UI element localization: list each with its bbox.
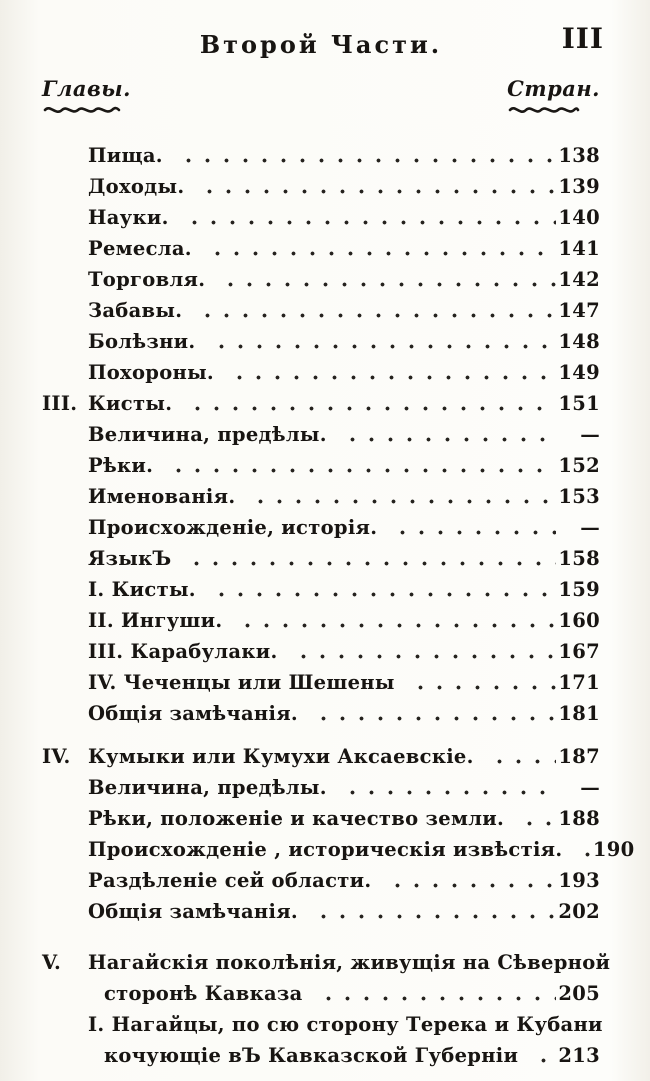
dot-leader (337, 772, 556, 803)
toc-entry (88, 481, 600, 512)
toc-page-number: 148 (558, 330, 600, 353)
toc-entry-label: Происхожденіе, исторія. (88, 516, 378, 539)
toc-entry (88, 326, 600, 357)
toc-page-number: 167 (558, 640, 600, 663)
toc-page-number: 213 (558, 1044, 600, 1067)
toc-roman-numeral (42, 202, 88, 233)
column-header-chapters (42, 76, 131, 117)
toc-entry-label: I. Нагайцы, по сю сторону Терека и Кубани (88, 1013, 603, 1036)
toc-entry (88, 543, 600, 574)
toc-entry (88, 140, 600, 171)
toc-row (42, 326, 600, 357)
dot-leader (387, 512, 556, 543)
toc-page-number: 140 (558, 206, 600, 229)
page-header (42, 22, 604, 68)
toc-entry-label: Кисты. (88, 392, 173, 415)
toc-entry (88, 865, 600, 896)
dot-leader (192, 295, 556, 326)
toc-roman-numeral: III. (42, 392, 78, 415)
toc-roman-numeral (42, 698, 88, 729)
toc-row (42, 636, 600, 667)
page-title: Второй Части. (199, 30, 443, 59)
toc-entry (88, 947, 611, 1009)
toc-entry-label: Именованія. (88, 485, 236, 508)
dot-leader (182, 388, 556, 419)
toc-page-number: — (580, 516, 600, 539)
toc-roman-numeral (42, 481, 88, 512)
toc-page-number: 149 (558, 361, 600, 384)
dot-leader (206, 574, 556, 605)
toc-roman-numeral (42, 772, 88, 803)
toc-roman-numeral (42, 357, 88, 388)
toc-entry-label: Рѣки, положеніе и качество земли. (88, 807, 505, 830)
toc-entry-continuation (88, 1040, 600, 1071)
toc-page-number: 205 (558, 982, 600, 1005)
toc-page-number: 171 (558, 671, 600, 694)
toc-entry (88, 233, 600, 264)
toc-row (42, 698, 600, 729)
folio-page-number: III (561, 22, 604, 55)
toc-entry (88, 171, 600, 202)
dot-leader (232, 605, 556, 636)
flourish-underline-icon (42, 103, 122, 117)
dot-leader (179, 202, 556, 233)
toc-row (42, 543, 600, 574)
dot-leader (528, 1040, 556, 1071)
toc-entry (88, 419, 600, 450)
dot-leader (308, 896, 556, 927)
toc-entry (88, 512, 600, 543)
toc-page-number: 141 (558, 237, 600, 260)
toc-roman-numeral (42, 865, 88, 896)
toc-roman-numeral (42, 450, 88, 481)
toc-entry (88, 450, 600, 481)
toc-roman-numeral (42, 295, 88, 326)
dot-leader (382, 865, 556, 896)
toc-entry-label: II. Ингуши. (88, 609, 223, 632)
dot-leader (202, 233, 556, 264)
toc-roman-numeral (42, 574, 88, 605)
toc-roman-numeral (42, 834, 88, 865)
toc-row (42, 512, 600, 543)
toc-entry-label: Общія замѣчанія. (88, 900, 299, 923)
column-header-pages (507, 76, 600, 117)
toc-entry-label: Происхожденіе , историческія извѣстія. (88, 838, 563, 861)
toc-row (42, 605, 600, 636)
toc-entry (88, 834, 635, 865)
toc-row (42, 233, 600, 264)
toc-row (42, 834, 635, 865)
toc-roman-numeral (42, 636, 88, 667)
dot-leader (308, 698, 556, 729)
toc-row (42, 1009, 603, 1071)
toc-roman-numeral: IV. (42, 745, 71, 768)
toc-row (42, 574, 600, 605)
dot-leader (206, 326, 557, 357)
toc-entry (88, 357, 600, 388)
toc-page-number: 202 (558, 900, 600, 923)
toc-entry (88, 698, 600, 729)
chapters-column-label: Главы. (42, 76, 131, 101)
dot-leader (163, 450, 556, 481)
toc-roman-numeral (42, 605, 88, 636)
toc-entry-label: ЯзыкЪ (88, 547, 172, 570)
toc-roman-numeral (42, 171, 88, 202)
toc-entry-label: IV. Чеченцы или Шешены (88, 671, 395, 694)
toc-roman-numeral (42, 896, 88, 927)
toc-entry (88, 202, 600, 233)
toc-row (42, 202, 600, 233)
toc-row (42, 667, 600, 698)
toc-page-number: 159 (558, 578, 600, 601)
table-of-contents (42, 140, 635, 1071)
toc-roman-numeral (42, 512, 88, 543)
toc-roman-numeral: V. (42, 951, 62, 974)
toc-row (42, 140, 600, 171)
toc-entry-label: Величина, предѣлы. (88, 423, 327, 446)
toc-entry (88, 636, 600, 667)
toc-entry-label: I. Кисты. (88, 578, 196, 601)
toc-row (42, 450, 600, 481)
toc-page-number: 181 (558, 702, 600, 725)
dot-leader (245, 481, 556, 512)
toc-entry-label: Забавы. (88, 299, 183, 322)
dot-leader (194, 171, 556, 202)
dot-leader (313, 978, 556, 1009)
toc-row (42, 388, 600, 419)
dot-leader (181, 543, 556, 574)
dot-leader (484, 741, 556, 772)
toc-row (42, 896, 600, 927)
toc-page-number: — (580, 423, 600, 446)
toc-row (42, 295, 600, 326)
toc-page-number: 138 (558, 144, 600, 167)
toc-row (42, 264, 600, 295)
toc-entry (88, 1009, 603, 1071)
toc-entry-label: сторонѣ Кавказа (104, 982, 303, 1005)
toc-roman-numeral (42, 264, 88, 295)
toc-row (42, 419, 600, 450)
toc-entry-label: Торговля. (88, 268, 206, 291)
toc-entry (88, 295, 600, 326)
toc-page-number: 158 (558, 547, 600, 570)
toc-roman-numeral (42, 543, 88, 574)
toc-roman-numeral (42, 326, 88, 357)
dot-leader (224, 357, 556, 388)
toc-page-number: 153 (558, 485, 600, 508)
toc-row (42, 741, 600, 772)
toc-page-number: 139 (558, 175, 600, 198)
toc-entry-label: Величина, предѣлы. (88, 776, 327, 799)
toc-entry-label: Похороны. (88, 361, 215, 384)
toc-row (42, 947, 611, 1009)
toc-entry-label: Ремесла. (88, 237, 192, 260)
toc-entry-continuation (88, 978, 600, 1009)
dot-leader (288, 636, 556, 667)
toc-entry (88, 896, 600, 927)
dot-leader (337, 419, 556, 450)
dot-leader (405, 667, 556, 698)
toc-row (42, 481, 600, 512)
toc-roman-numeral (42, 1009, 88, 1071)
toc-roman-numeral (42, 803, 88, 834)
toc-page-number: 188 (558, 807, 600, 830)
toc-row (42, 803, 600, 834)
toc-entry (88, 772, 600, 803)
toc-entry-label: Доходы. (88, 175, 185, 198)
toc-page-number: 193 (558, 869, 600, 892)
dot-leader (514, 803, 556, 834)
toc-page-number: 190 (592, 838, 635, 861)
toc-row (42, 865, 600, 896)
toc-page-number: — (580, 776, 600, 799)
toc-entry-label: III. Карабулаки. (88, 640, 278, 663)
toc-roman-numeral (42, 419, 88, 450)
column-headers (42, 76, 600, 130)
toc-page-number: 152 (558, 454, 600, 477)
toc-entry-label: Раздѣленіе сей области. (88, 869, 372, 892)
toc-entry (88, 264, 600, 295)
toc-roman-numeral (42, 233, 88, 264)
toc-entry-label: Нагайскія поколѣнія, живущія на Сѣверной (88, 951, 611, 974)
toc-entry (88, 741, 600, 772)
flourish-underline-icon (507, 103, 581, 117)
toc-page-number: 151 (558, 392, 600, 415)
toc-entry (88, 605, 600, 636)
toc-row (42, 772, 600, 803)
toc-page-number: 160 (558, 609, 600, 632)
toc-page-number: 187 (558, 745, 600, 768)
toc-entry-label: Болѣзни. (88, 330, 196, 353)
toc-row (42, 171, 600, 202)
toc-page-number: 147 (558, 299, 600, 322)
toc-entry-label: Пища. (88, 144, 163, 167)
toc-roman-numeral (42, 140, 88, 171)
dot-leader (215, 264, 556, 295)
toc-entry-label: Рѣки. (88, 454, 154, 477)
toc-page-number: 142 (558, 268, 600, 291)
toc-entry-label: Кумыки или Кумухи Аксаевскіе. (88, 745, 474, 768)
toc-roman-numeral (42, 667, 88, 698)
toc-entry-label: кочующіе вЪ Кавказской Губерніи (104, 1044, 519, 1067)
dot-leader (572, 834, 590, 865)
toc-entry-label: Общія замѣчанія. (88, 702, 299, 725)
toc-entry (88, 388, 600, 419)
toc-entry (88, 667, 600, 698)
dot-leader (173, 140, 556, 171)
toc-entry (88, 574, 600, 605)
pages-column-label: Стран. (507, 76, 600, 101)
toc-entry (88, 803, 600, 834)
toc-row (42, 357, 600, 388)
toc-entry-label: Науки. (88, 206, 169, 229)
